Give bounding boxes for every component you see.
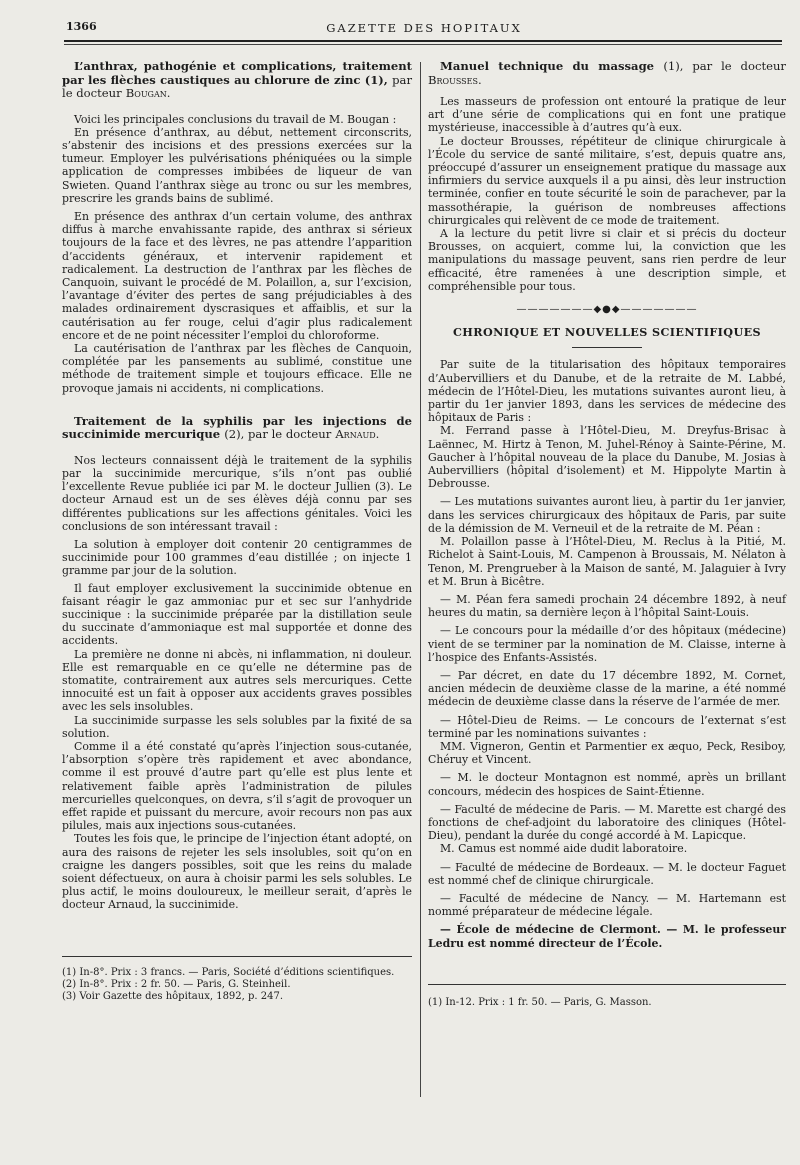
left-footnotes xyxy=(62,967,412,1003)
header-rule xyxy=(64,40,782,42)
article-title-massage xyxy=(428,60,786,87)
syphilis-author: Arnaud. xyxy=(335,427,380,442)
article-title-anthrax xyxy=(62,60,412,101)
footnote: (3) Voir Gazette des hôpitaux, 1892, p. 247. xyxy=(62,990,284,1002)
anthrax-byline: par le docteur xyxy=(62,72,412,100)
massage-title-text: Manuel technique du massage xyxy=(440,59,655,73)
chronique-heading: CHRONIQUE ET NOUVELLES SCIENTIFIQUES xyxy=(452,325,762,340)
paragraph: M. Polaillon passe à l’Hôtel-Dieu, M. Reclus à la Pitié, M. Richelot à Saint-Louis, M. Campenon à Broussais, M. Nélaton à Tenon, M. Prengrueber à la Maison de santé, M. Jalaguier à Ivry et M. Brun à Bicêtre. xyxy=(428,535,786,588)
paragraph: Les masseurs de profession ont entouré la pratique de leur art d’une série de complications qui en font une pratique mystérieuse, inaccessible à d’autres qu’à eux. xyxy=(428,95,786,135)
paragraph: M. Camus est nommé aide dudit laboratoire. xyxy=(440,842,688,856)
footnote: (1) In-8°. Prix : 3 francs. — Paris, Société d’éditions scientifiques. xyxy=(62,966,395,978)
paragraph: — Les mutations suivantes auront lieu, à partir du 1er janvier, dans les services chirurgicaux des hôpitaux de Paris, par suite de la démission de M. Verneuil et de la retraite de M. Péan : xyxy=(428,495,786,535)
paragraph: — École de médecine de Clermont. — M. le professeur Ledru est nommé directeur de l’École. xyxy=(428,923,786,950)
paragraph: Nos lecteurs connaissent déjà le traitement de la syphilis par la succinimide mercurique, s’ils n’ont pas oublié l’excellente Revue publiée ici par M. le docteur Jullien (3). Le docteur Arnaud est un de ses élèves déjà connu par ses différentes publications sur les affections génitales. Voici les conclusions de son intéressant travail : xyxy=(62,453,412,533)
paragraph: — Faculté de médecine de Nancy. — M. Hartemann est nommé préparateur de médecine légale. xyxy=(428,891,786,919)
footnote: (2) In-8°. Prix : 2 fr. 50. — Paris, G. Steinheil. xyxy=(62,978,291,990)
anthrax-author: Bougan. xyxy=(125,86,171,100)
column-divider xyxy=(420,62,421,1097)
paragraph: La succinimide surpasse les sels solubles par la fixité de sa solution. xyxy=(62,713,412,740)
article-title-syphilis xyxy=(62,415,412,442)
paragraph: A la lecture du petit livre si clair et si précis du docteur Brousses, on acquiert, comme lui, la conviction que les manipulations du massage peuvent, sans rien perdre de leur efficacité, être ramenées à une description simple, et compréhensible pour tous. xyxy=(428,227,786,293)
paragraph: — Le concours pour la médaille d’or des hôpitaux (médecine) vient de se terminer par la nomination de M. Claisse, interne à l’hospice des Enfants-Assistés. xyxy=(428,624,786,664)
paragraph: — Faculté de médecine de Bordeaux. — M. le docteur Faguet est nommé chef de clinique chirurgicale. xyxy=(428,860,786,887)
paragraph: Il faut employer exclusivement la succinimide obtenue en faisant réagir le gaz ammoniac pur et sec sur l’anhydride succinique : la succinimide préparée par la distillation seule du succinate d’ammoniaque est mal supportée et donne des accidents. xyxy=(62,581,412,648)
paragraph: Toutes les fois que, le principe de l’injection étant adopté, on aura des raisons de rejeter les sels insolubles, soit qu’on en craigne les dangers possibles, soit que les reins du malade soient défectueux, on aura à choisir parmi les sels solubles. Le plus actif, le moins douloureux, le meilleur serait, d’après le docteur Arnaud, la succinimide. xyxy=(62,832,412,912)
paragraph: Le docteur Brousses, répétiteur de clinique chirurgicale à l’École du service de santé militaire, s’est, depuis quatre ans, préoccupé d’assurer un enseignement pratique du massage aux infirmiers du service auxquels il a pu ainsi, dès leur instruction terminée, confier en toute sécurité le soin de parachever, par la massothérapie, la guérison de nombreuses affections chirurgicales qui relèvent de ce mode de traitement. xyxy=(428,134,786,227)
paragraph: En présence des anthrax d’un certain volume, des anthrax diffus à marche envahissante rapide, des anthrax si sérieux toujours de la face et des lèvres, ne pas attendre l’apparition d’accidents généraux, et intervenir rapidement et radicalement. La destruction de l’anthrax par les flèches de Canquoin, suivant le procédé de M. Polaillon, a, sur l’excision, l’avantage d’éviter des pertes de sang préjudiciables à des malades ordinairement dyscrasiques et affaiblis, et sur la cautérisation au fer rouge, celui d’agir plus radicalement encore et de ne point nécessiter l’emploi du chloroforme. xyxy=(62,209,412,342)
page-header xyxy=(66,18,782,38)
page-number: 1366 xyxy=(66,20,97,33)
left-column xyxy=(62,60,412,1003)
massage-author: Brousses. xyxy=(428,72,482,87)
right-column xyxy=(428,60,786,1009)
paragraph: La solution à employer doit contenir 20 centigrammes de succinimide pour 100 grammes d’eau distillée ; on injecte 1 gramme par jour de la solution. xyxy=(62,537,412,578)
header-rule-thin xyxy=(64,44,782,45)
paragraph: Comme il a été constaté qu’après l’injection sous-cutanée, l’absorption s’opère très rapidement et avec abondance, comme il est prouvé d’autre part qu’elle est plus lente et relativement faible après l’administration de pilules mercurielles quelconques, on devra, s’il s’agit de provoquer un effet rapide et puissant du mercure, avoir recours non pas aux pilules, mais aux injections sous-cutanées. xyxy=(62,740,412,833)
paragraph: Voici les principales conclusions du travail de M. Bougan : xyxy=(74,112,397,126)
massage-byline: (1), par le docteur xyxy=(663,59,786,73)
footnote: (1) In-12. Prix : 1 fr. 50. — Paris, G. Masson. xyxy=(428,996,652,1008)
paragraph: — M. Péan fera samedi prochain 24 décembre 1892, à neuf heures du matin, sa dernière leçon à l’hôpital Saint-Louis. xyxy=(428,592,786,620)
section-ornament: ———————◆●◆——————— xyxy=(516,304,698,316)
syphilis-byline: (2), par le docteur xyxy=(224,427,332,442)
paragraph: M. Ferrand passe à l’Hôtel-Dieu, M. Dreyfus-Brisac à Laënnec, M. Hirtz à Tenon, M. Juhel-Rénoy à Sainte-Périne, M. Gaucher à l’hôpital nouveau de la place du Danube, M. Josias à Aubervilliers (hôpital d’isolement) et M. Hippolyte Martin à Debrousse. xyxy=(428,424,786,491)
paragraph: Par suite de la titularisation des hôpitaux temporaires d’Aubervilliers et du Danube, et de la retraite de M. Labbé, médecin de l’Hôtel-Dieu, les mutations suivantes auront lieu, à partir du 1er janvier 1893, dans les services de médecine des hôpitaux de Paris : xyxy=(428,358,786,425)
syphilis-title-text: Traitement de la syphilis par les injections de succinimide mercurique xyxy=(62,413,412,442)
journal-title: GAZETTE DES HOPITAUX xyxy=(326,21,522,35)
paragraph: En présence d’anthrax, au début, nettement circonscrits, s’abstenir des incisions et des pressions exercées sur la tumeur. Employer les pulvérisations phéniquées ou la simple application de compresses imbibées de liqueur de van Swieten. Quand l’anthrax siège au tronc ou sur les membres, prescrire les grands bains de sublimé. xyxy=(62,125,412,205)
paragraph: — Par décret, en date du 17 décembre 1892, M. Cornet, ancien médecin de deuxième classe de la marine, a été nommé médecin de deuxième classe dans la réserve de l’armée de mer. xyxy=(428,668,786,709)
anthrax-title-text: L’anthrax, pathogénie et complications, traitement par les flèches caustiques au chlorure de zinc (1), xyxy=(62,59,412,87)
paragraph: — Faculté de médecine de Paris. — M. Marette est chargé des fonctions de chef-adjoint du laboratoire des cliniques (Hôtel-Dieu), pendant la durée du congé accordé à M. Lapicque. xyxy=(428,802,786,843)
paragraph: — Hôtel-Dieu de Reims. — Le concours de l’externat s’est terminé par les nominations suivantes : xyxy=(428,713,786,740)
paragraph: — M. le docteur Montagnon est nommé, après un brillant concours, médecin des hospices de Saint-Étienne. xyxy=(428,771,786,798)
paragraph: La première ne donne ni abcès, ni inflammation, ni douleur. Elle est remarquable en ce qu’elle ne détermine pas de stomatite, contrairement aux autres sels mercuriques. Cette innocuité est un fait à opposer aux accidents graves possibles avec les sels insolubles. xyxy=(62,647,412,714)
right-footnotes xyxy=(428,997,786,1009)
paragraph: La cautérisation de l’anthrax par les flèches de Canquoin, complétée par les pansements au sublimé, constitue une méthode de traitement simple et toujours efficace. Elle ne provoque jamais ni accidents, ni complications. xyxy=(62,341,412,395)
paragraph: MM. Vigneron, Gentin et Parmentier ex æquo, Peck, Resiboy, Chéruy et Vincent. xyxy=(428,739,786,767)
